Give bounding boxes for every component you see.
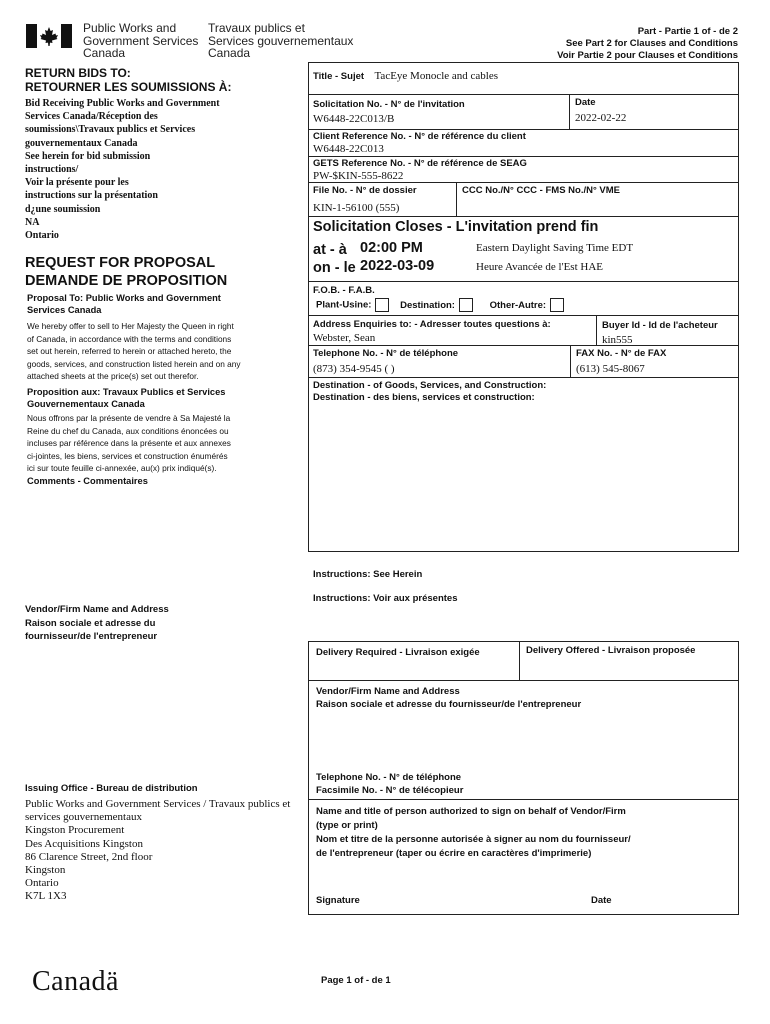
comments-label: Comments - Commentaires [27, 476, 148, 486]
fob-options [316, 298, 564, 312]
solicitation-value: W6448-22C013/B [313, 113, 395, 125]
destination-checkbox[interactable] [459, 298, 473, 312]
return-address: Bid Receiving Public Works and Government Services Canada/Réception des soumissions\Travaux publics et Services gouvernementaux Canada See herein for bid submission instructions/ Voir la présente pour les instructions sur la présentation d¿une soumission NA Ontario [25, 98, 220, 242]
destination-label: Destination: [400, 299, 455, 311]
timezone-en: Eastern Daylight Saving Time EDT [476, 242, 634, 254]
file-value: KIN-1-56100 (555) [313, 202, 400, 214]
delivery-offered-label: Delivery Offered - Livraison proposée [526, 645, 696, 656]
gets-value: PW-$KIN-555-8622 [313, 170, 404, 182]
part-indicator: Part - Partie 1 of - de 2 See Part 2 for Clauses and Conditions Voir Partie 2 pour Clauses et Conditions [557, 26, 738, 61]
date-label: Date [575, 97, 596, 108]
offer-text-en: We hereby offer to sell to Her Majesty the Queen in right of Canada, in accordance with the terms and conditions set out herein, referred to herein or attached hereto, the goods, services, and construction listed herein and on any attached sheets at the price(s) set out therefor. [27, 321, 241, 382]
gets-label: GETS Reference No. - N° de référence de SEAG [313, 158, 527, 169]
client-ref-value: W6448-22C013 [313, 143, 384, 155]
vendor-label-left: Vendor/Firm Name and Address Raison sociale et adresse du fournisseur/de l'entrepreneur [25, 604, 169, 642]
offer-text-fr: Nous offrons par la présente de vendre à Sa Majesté la Reine du chef du Canada, aux conditions énoncées ou incluses par référence dans la présente et aux annexes ci-jointes, les biens, services et construction énumérés ici sur toute feuille ci-annexée, au(x) prix indiqué(s). [27, 413, 231, 474]
destination-goods-label: Destination - of Goods, Services, and Construction: Destination - des biens, services et construction: [313, 380, 547, 403]
closing-time: 02:00 PM [360, 240, 423, 256]
fax-value: (613) 545-8067 [576, 363, 645, 375]
other-label: Other-Autre: [489, 299, 547, 311]
authorized-person-label: Name and title of person authorized to sign on behalf of Vendor/Firm (type or print) Nom et titre de la personne autorisée à signer au nom du fournisseur/ de l'entrepreneur (taper ou écrire en caractères d'imprimerie) [316, 806, 631, 859]
vendor-name-address-label: Vendor/Firm Name and Address Raison sociale et adresse du fournisseur/de l'entrepreneur [316, 686, 582, 710]
enquiries-value: Webster, Sean [313, 332, 376, 344]
telephone-value: (873) 354-9545 ( ) [313, 363, 395, 375]
department-name-en: Public Works and Government Services Canada [83, 21, 199, 60]
title-field [313, 66, 498, 84]
rfp-title: REQUEST FOR PROPOSAL DEMANDE DE PROPOSITION [25, 255, 228, 289]
instructions-fr: Instructions: Voir aux présentes [313, 593, 458, 604]
timezone-fr: Heure Avancée de l'Est HAE [476, 261, 604, 273]
title-label: Title - Sujet [313, 71, 365, 82]
proposition-aux: Proposition aux: Travaux Publics et Services Gouvernementaux Canada [27, 387, 226, 409]
return-bids-title: RETURN BIDS TO: RETOURNER LES SOUMISSIONS À: [25, 66, 232, 94]
page-number: Page 1 of - de 1 [321, 975, 391, 986]
canada-wordmark-logo: Canadä [32, 966, 119, 997]
at-label: at - à [313, 242, 347, 258]
canada-flag-icon [26, 24, 72, 48]
on-label: on - le [313, 260, 356, 276]
ccc-label: CCC No./N° CCC - FMS No./N° VME [462, 185, 621, 196]
client-ref-label: Client Reference No. - N° de référence du client [313, 131, 526, 142]
fob-label: F.O.B. - F.A.B. [313, 285, 375, 296]
proposal-to: Proposal To: Public Works and Government Services Canada [27, 293, 221, 315]
solicitation-closes-title: Solicitation Closes - L'invitation prend fin [313, 219, 599, 235]
department-name-fr: Travaux publics et Services gouvernementaux Canada [208, 21, 354, 60]
issuing-office-address: Public Works and Government Services / Travaux publics et services gouvernementaux Kingston Procurement Des Acquisitions Kingston 86 Clarence Street, 2nd floor Kingston Ontario K7L 1X3 [25, 798, 291, 903]
instructions-en: Instructions: See Herein [313, 569, 423, 580]
plant-label: Plant-Usine: [316, 299, 372, 311]
enquiries-label: Address Enquiries to: - Adresser toutes questions à: [313, 319, 551, 330]
other-checkbox[interactable] [550, 298, 564, 312]
buyer-value: kin555 [602, 334, 633, 346]
closing-date: 2022-03-09 [360, 258, 435, 274]
buyer-label: Buyer Id - Id de l'acheteur [602, 320, 718, 331]
solicitation-label: Solicitation No. - N° de l'invitation [313, 99, 465, 110]
telephone-label: Telephone No. - N° de téléphone [313, 348, 459, 359]
delivery-required-label: Delivery Required - Livraison exigée [316, 647, 480, 658]
title-value: TacEye Monocle and cables [374, 70, 499, 82]
signature-label: Signature [316, 895, 360, 906]
date-value: 2022-02-22 [575, 112, 627, 124]
file-label: File No. - N° de dossier [313, 185, 417, 196]
telephone-facsimile-label: Telephone No. - N° de téléphone Facsimile No. - N° de télécopieur [316, 772, 464, 796]
fax-label: FAX No. - N° de FAX [576, 348, 667, 359]
issuing-office-label: Issuing Office - Bureau de distribution [25, 783, 198, 794]
signature-date-label: Date [591, 895, 612, 906]
plant-checkbox[interactable] [375, 298, 389, 312]
